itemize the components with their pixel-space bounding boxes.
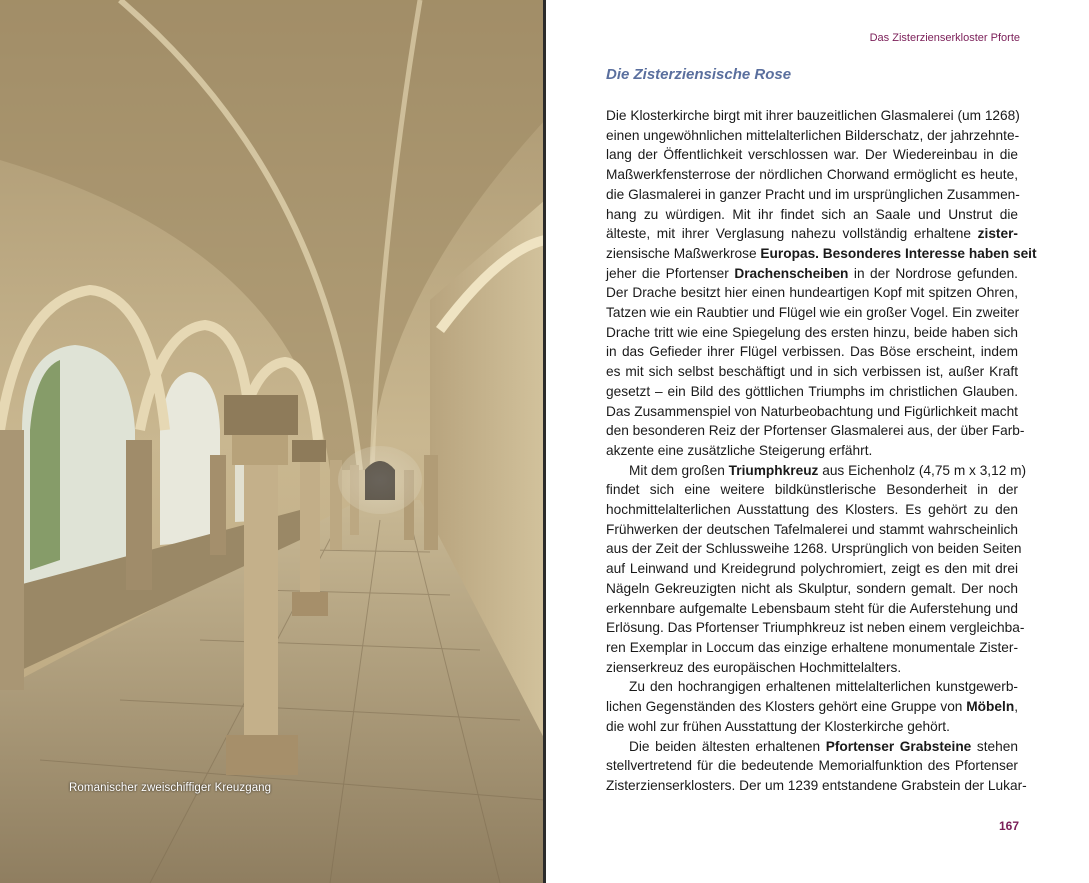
text-line: die wohl zur frühen Ausstattung der Klosterkirche gehört. [606, 718, 950, 734]
text-line: erkennbare aufgemalte Lebensbaum steht für die Auferstehung und [606, 600, 1018, 616]
text-line: akzente eine zusätzliche Steigerung erfährt. [606, 442, 873, 458]
running-head: Das Zisterzienserkloster Pforte [869, 32, 1020, 44]
text-line: in das Gefieder ihrer Flügel verbissen. Das Böse erscheint, indem [606, 344, 1018, 360]
text-line: hochmittelalterlichen Ausstattung des Klosters. Es gehört zu den [606, 502, 1018, 518]
text-line: Drache tritt wie eine Spiegelung des ersten hinzu, beide haben sich [606, 324, 1018, 340]
text-line: hang zu würdigen. Mit ihr findet sich an Saale und Unstrut die [606, 206, 1018, 222]
text-line: auf Leinwand und Kreidegrund polychromiert, zeigt es den mit drei [606, 561, 1018, 577]
text-line: älteste, mit ihrer Verglasung nahezu vollständig erhaltene zister- [606, 226, 1018, 242]
text-line: Die beiden ältesten erhaltenen Pfortenser Grabsteine stehen [629, 738, 1019, 754]
text-line: Das Zusammenspiel von Naturbeobachtung und Figürlichkeit macht [606, 403, 1018, 419]
paragraph-3 [606, 677, 1018, 736]
page-number: 167 [998, 819, 1019, 833]
text-line: die Glasmalerei in ganzer Pracht und im ursprünglichen Zusammen- [606, 186, 1020, 202]
text-line: einen ungewöhnlichen mittelalterlichen Bilderschatz, der jahrzehnte- [606, 127, 1020, 143]
text-line: gesetzt – ein Bild des göttlichen Triumphs im christlichen Glauben. [606, 383, 1018, 399]
text-line: Erlösung. Das Pfortenser Triumphkreuz ist neben einem vergleichba- [606, 620, 1025, 636]
photo-caption: Romanischer zweischiffiger Kreuzgang [69, 782, 272, 794]
text-line: Der Drache besitzt hier einen hundeartigen Kopf mit spitzen Ohren, [606, 285, 1018, 301]
text-line: stellvertretend für die bedeutende Memorialfunktion des Pfortenser [606, 758, 1018, 774]
body-text [606, 106, 1037, 796]
section-title: Die Zisterziensische Rose [606, 66, 792, 83]
text-line: zienserkreuz des europäischen Hochmittelalters. [606, 659, 902, 675]
text-line: Die Klosterkirche birgt mit ihrer bauzeitlichen Glasmalerei (um 1268) [606, 108, 1020, 123]
text-line: ren Exemplar in Loccum das einzige erhaltene monumentale Zister- [606, 639, 1018, 655]
paragraph-2 [606, 461, 1027, 678]
text-line: ziensische Maßwerkrose Europas. Besonderes Interesse haben seit [606, 245, 1037, 261]
book-gutter [543, 0, 546, 883]
text-line: Zisterzienserklosters. Der um 1239 entstandene Grabstein der Lukar- [606, 777, 1027, 793]
text-line: Zu den hochrangigen erhaltenen mittelalterlichen kunstgewerb- [629, 679, 1018, 695]
text-line: den besonderen Reiz der Pfortenser Glasmalerei aus, der über Farb- [606, 423, 1025, 439]
text-line: findet sich eine weitere bildkünstlerische Besonderheit in der [606, 482, 1018, 498]
paragraph-4 [606, 737, 1027, 796]
paragraph-1 [606, 106, 1037, 461]
text-line: aus der Zeit der Schlussweihe 1268. Ursprünglich von beiden Seiten [606, 541, 1022, 557]
text-line: lang der Öffentlichkeit verschlossen war. Der Wiedereinbau in die [606, 147, 1018, 163]
text-line: Tatzen wie ein Raubtier und Flügel wie ein großer Vogel. Ein zweiter [606, 305, 1020, 321]
text-line: Maßwerkfensterrose der nördlichen Chorwand ermöglicht es heute, [606, 167, 1018, 183]
text-line: Nägeln Gekreuzigten nicht als Skulptur, sondern gemalt. Der noch [606, 580, 1018, 596]
text-line: es mit sich selbst beschäftigt und in sich verbissen ist, außer Kraft [606, 364, 1018, 380]
text-line: jeher die Pfortenser Drachenscheiben in der Nordrose gefunden. [606, 265, 1018, 281]
text-line: Mit dem großen Triumphkreuz aus Eichenholz (4,75 m x 3,12 m) [629, 462, 1027, 478]
text-line: Frühwerken der deutschen Tafelmalerei und stammt wahrscheinlich [606, 521, 1018, 537]
text-line: lichen Gegenständen des Klosters gehört eine Gruppe von Möbeln, [606, 699, 1018, 715]
